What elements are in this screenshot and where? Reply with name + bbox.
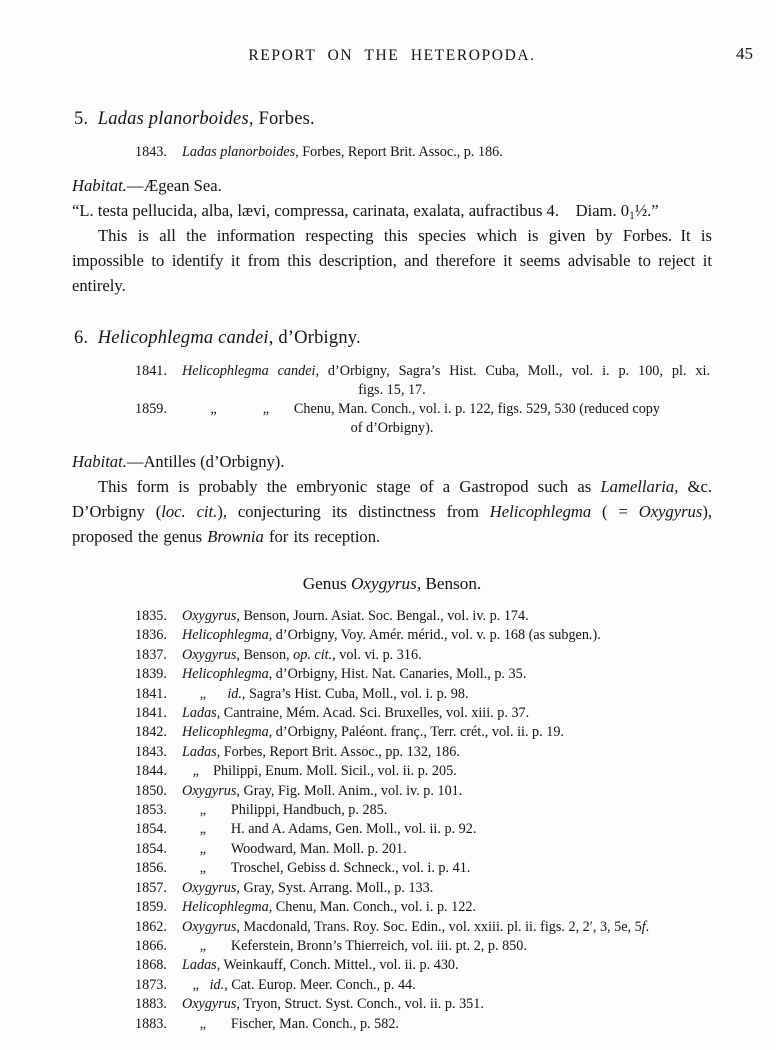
synonymy-entry	[135, 607, 712, 626]
species-section-6	[72, 328, 712, 549]
habitat-line: Habitat.—Ægean Sea.	[72, 176, 222, 195]
reference-text: „ „ Chenu, Man. Conch., vol. i. p. 122, figs. 529, 530 (reduced copy	[182, 401, 660, 417]
entry-year: 1854.	[135, 840, 167, 857]
entry-year: 1873.	[135, 976, 167, 993]
reference-year: 1841.	[135, 363, 167, 379]
species-5-references	[135, 143, 712, 162]
synonymy-entry	[135, 801, 712, 820]
entry-text: „ Troschel, Gebiss d. Schneck., vol. i. p. 41.	[182, 860, 471, 877]
page-title: REPORT ON THE HETEROPODA.	[248, 47, 536, 64]
entry-year: 1883.	[135, 996, 167, 1013]
synonymy-entry	[135, 743, 712, 762]
reference-line	[135, 400, 712, 419]
reference-year: 1859.	[135, 401, 167, 417]
synonymy-entry	[135, 646, 712, 665]
reference-line	[135, 362, 712, 381]
entry-year: 1843.	[135, 743, 167, 760]
entry-text: „ H. and A. Adams, Gen. Moll., vol. ii. p. 92.	[182, 821, 477, 838]
entry-year: 1842.	[135, 724, 167, 741]
entry-text: „ Philippi, Handbuch, p. 285.	[182, 802, 388, 819]
species-heading-6: 6. Helicophlegma candei, d’Orbigny.	[74, 328, 361, 348]
entry-year: 1841.	[135, 705, 167, 722]
species-quote: “L. testa pellucida, alba, lævi, compressa, carinata, exalata, aufractibus 4. Diam. $0_1\frac{1}{2}$.”	[72, 201, 659, 222]
synonymy-entry	[135, 685, 712, 704]
reference-text: Helicophlegma candei, d’Orbigny, Sagra’s Hist. Cuba, Moll., vol. i. p. 100, pl. xi.	[182, 363, 710, 379]
entry-text: Oxygyrus, Gray, Syst. Arrang. Moll., p. 133.	[182, 879, 434, 896]
synonymy-entry	[135, 820, 712, 839]
synonymy-entry	[135, 1015, 712, 1034]
entry-text: Helicophlegma, d’Orbigny, Hist. Nat. Canaries, Moll., p. 35.	[182, 666, 527, 683]
entry-year: 1835.	[135, 608, 167, 624]
entry-year: 1841.	[135, 685, 167, 702]
species-6-references	[135, 362, 712, 438]
body-paragraph: This form is probably the embryonic stage of a Gastropod such as Lamellaria, &c. D’Orbigny (loc. cit.), conjecturing its distinctness from Helicophlegma ( = Oxygyrus), proposed the genus Brownia for its reception.	[72, 477, 713, 546]
entry-text: „ Fischer, Man. Conch., p. 582.	[182, 1015, 399, 1032]
entry-year: 1839.	[135, 666, 167, 683]
entry-year: 1836.	[135, 627, 167, 644]
entry-year: 1857.	[135, 879, 167, 896]
reference-line	[135, 143, 712, 162]
entry-text: „ id., Cat. Europ. Meer. Conch., p. 44.	[182, 976, 416, 993]
reference-text: Ladas planorboides, Forbes, Report Brit. Assoc., p. 186.	[182, 144, 503, 160]
entry-year: 1859.	[135, 899, 167, 916]
synonymy-entry	[135, 665, 712, 684]
genus-heading: Genus Oxygyrus, Benson.	[302, 574, 482, 593]
synonymy-entry	[135, 995, 712, 1014]
synonymy-entry	[135, 898, 712, 917]
synonymy-entry	[135, 626, 712, 645]
synonymy-entry	[135, 704, 712, 723]
entry-year: 1862.	[135, 918, 167, 935]
species-heading-5: 5. Ladas planorboides, Forbes.	[74, 109, 315, 129]
entry-text: Ladas, Forbes, Report Brit. Assoc., pp. 132, 186.	[182, 743, 460, 760]
body-paragraph: This is all the information respecting this species which is given by Forbes. It is impossible to identify it from this description, and therefore it seems advisable to reject it entirely.	[72, 226, 712, 295]
synonymy-entry	[135, 956, 712, 975]
running-header	[72, 44, 753, 67]
entry-year: 1856.	[135, 860, 167, 877]
entry-year: 1868.	[135, 957, 167, 974]
entry-text: „ id., Sagra’s Hist. Cuba, Moll., vol. i. p. 98.	[182, 685, 469, 702]
entry-text: Helicophlegma, d’Orbigny, Paléont. franç., Terr. crét., vol. ii. p. 19.	[182, 724, 564, 741]
habitat-line: Habitat.—Antilles (d’Orbigny).	[72, 452, 285, 471]
entry-year: 1844.	[135, 763, 167, 780]
synonymy-entry	[135, 879, 712, 898]
entry-year: 1866.	[135, 937, 167, 954]
entry-text: „ Woodward, Man. Moll. p. 201.	[182, 840, 407, 857]
synonymy-list	[135, 607, 712, 1034]
synonymy-entry	[135, 782, 712, 801]
synonymy-entry	[135, 976, 712, 995]
synonymy-entry	[135, 762, 712, 781]
page-number: 45	[736, 44, 753, 63]
entry-year: 1837.	[135, 646, 167, 663]
entry-text: Oxygyrus, Benson, Journ. Asiat. Soc. Bengal., vol. iv. p. 174.	[182, 608, 529, 624]
entry-text: Oxygyrus, Macdonald, Trans. Roy. Soc. Edin., vol. xxiii. pl. ii. figs. 2, 2′, 3, 5e, 5f.	[182, 918, 650, 935]
entry-year: 1854.	[135, 821, 167, 838]
entry-text: Helicophlegma, Chenu, Man. Conch., vol. i. p. 122.	[182, 899, 476, 916]
entry-text: Oxygyrus, Benson, op. cit., vol. vi. p. 316.	[182, 646, 422, 663]
synonymy-entry	[135, 918, 712, 937]
species-section-5	[72, 109, 712, 298]
entry-text: „ Keferstein, Bronn’s Thierreich, vol. iii. pt. 2, p. 850.	[182, 937, 527, 954]
synonymy-entry	[135, 859, 712, 878]
entry-text: Ladas, Weinkauff, Conch. Mittel., vol. ii. p. 430.	[182, 957, 459, 974]
entry-text: Oxygyrus, Tryon, Struct. Syst. Conch., vol. ii. p. 351.	[182, 996, 484, 1013]
reference-continuation: of d’Orbigny).	[350, 420, 434, 436]
reference-continuation: figs. 15, 17.	[358, 382, 426, 398]
entry-text: Ladas, Cantraine, Mém. Acad. Sci. Bruxelles, vol. xiii. p. 37.	[182, 705, 530, 722]
entry-year: 1883.	[135, 1015, 167, 1032]
entry-year: 1850.	[135, 782, 167, 799]
entry-text: „ Philippi, Enum. Moll. Sicil., vol. ii. p. 205.	[182, 763, 457, 780]
entry-text: Helicophlegma, d’Orbigny, Voy. Amér. mérid., vol. v. p. 168 (as subgen.).	[182, 627, 601, 644]
synonymy-entry	[135, 840, 712, 859]
entry-year: 1853.	[135, 802, 167, 819]
reference-year: 1843.	[135, 144, 167, 160]
synonymy-entry	[135, 723, 712, 742]
genus-section	[72, 574, 712, 1034]
entry-text: Oxygyrus, Gray, Fig. Moll. Anim., vol. iv. p. 101.	[182, 782, 463, 799]
synonymy-entry	[135, 937, 712, 956]
